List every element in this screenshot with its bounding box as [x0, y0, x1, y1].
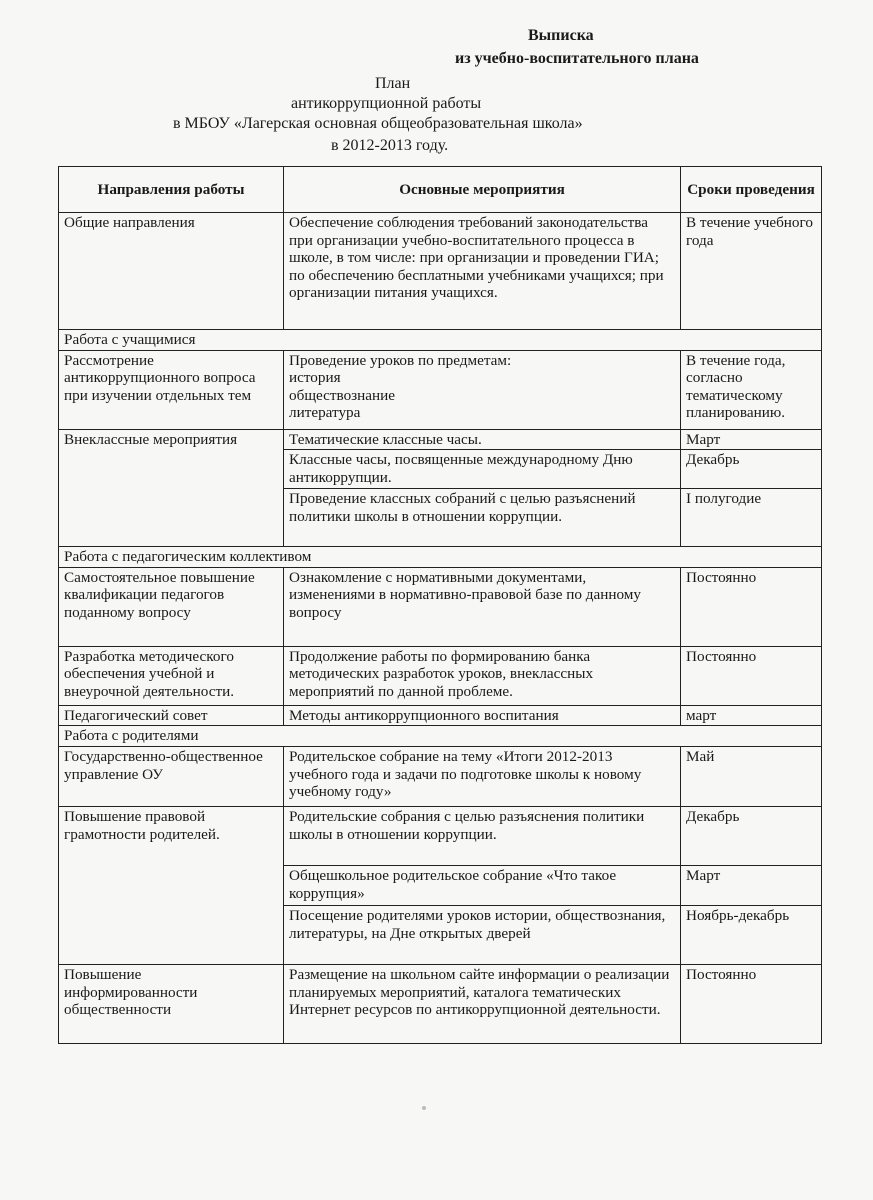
- term-cell: Декабрь: [681, 450, 822, 489]
- term-cell: I полугодие: [681, 489, 822, 547]
- activity-cell: Проведение классных собраний с целью разъяснений политики школы в отношении коррупции.: [284, 489, 681, 547]
- scan-speck: [422, 1106, 426, 1110]
- activity-cell: Посещение родителями уроков истории, обществознания, литературы, на Дне открытых дверей: [284, 905, 681, 964]
- plan-title: План: [375, 75, 411, 92]
- section-title-parents: Работа с родителями: [59, 726, 822, 747]
- section-row: [59, 330, 822, 351]
- direction-cell: Повышение информированности общественности: [59, 964, 284, 1043]
- table-row: [59, 646, 822, 705]
- term-cell: Май: [681, 746, 822, 806]
- direction-cell: Самостоятельное повышение квалификации педагогов поданному вопросу: [59, 567, 284, 646]
- term-cell: В течение года, согласно тематическому планированию.: [681, 350, 822, 429]
- term-cell: Постоянно: [681, 567, 822, 646]
- term-cell: В течение учебного года: [681, 213, 822, 330]
- column-header-activities: Основные мероприятия: [284, 167, 681, 213]
- plan-table: [58, 166, 822, 1044]
- activity-cell: Продолжение работы по формированию банка методических разработок уроков, внеклассных мероприятий по данной проблеме.: [284, 646, 681, 705]
- table-row: [59, 350, 822, 429]
- activity-cell: Размещение на школьном сайте информации о реализации планируемых мероприятий, каталога тематических Интернет ресурсов по антикоррупционной деятельности.: [284, 964, 681, 1043]
- activity-cell: Обеспечение соблюдения требований законодательства при организации учебно-воспитательного процесса в школе, в том числе: при организации и проведении ГИА; по обеспечению бесплатными учебниками учащихся; при организации питания учащихся.: [284, 213, 681, 330]
- plan-subject: антикоррупционной работы: [291, 95, 482, 112]
- activity-cell: Родительские собрания с целью разъяснения политики школы в отношении коррупции.: [284, 806, 681, 865]
- term-cell: Март: [681, 865, 822, 905]
- column-header-terms: Сроки проведения: [681, 167, 822, 213]
- table-row: [59, 746, 822, 806]
- section-title-students: Работа с учащимися: [59, 330, 822, 351]
- direction-cell: Педагогический совет: [59, 705, 284, 726]
- term-cell: Декабрь: [681, 806, 822, 865]
- activity-cell: Тематические классные часы.: [284, 429, 681, 450]
- section-title-staff: Работа с педагогическим коллективом: [59, 547, 822, 568]
- direction-cell: Рассмотрение антикоррупционного вопроса при изучении отдельных тем: [59, 350, 284, 429]
- activity-cell: Методы антикоррупционного воспитания: [284, 705, 681, 726]
- term-cell: Март: [681, 429, 822, 450]
- activity-cell: Проведение уроков по предметам: история обществознание литература: [284, 350, 681, 429]
- plan-year: в 2012-2013 году.: [331, 137, 449, 154]
- activity-cell: Родительское собрание на тему «Итоги 2012-2013 учебного года и задачи по подготовке школы к новому учебному году»: [284, 746, 681, 806]
- table-row: [59, 806, 822, 865]
- table-row: [59, 429, 822, 450]
- section-row: [59, 726, 822, 747]
- direction-cell: Внеклассные мероприятия: [59, 429, 284, 547]
- plan-school: в МБОУ «Лагерская основная общеобразовательная школа»: [173, 115, 583, 132]
- table-header-row: [59, 167, 822, 213]
- table-row: [59, 567, 822, 646]
- direction-cell: Государственно-общественное управление ОУ: [59, 746, 284, 806]
- table-row: [59, 705, 822, 726]
- table-row: [59, 213, 822, 330]
- section-row: [59, 547, 822, 568]
- extract-subtitle: из учебно-воспитательного плана: [455, 50, 699, 67]
- activity-cell: Общешкольное родительское собрание «Что такое коррупция»: [284, 865, 681, 905]
- term-cell: март: [681, 705, 822, 726]
- extract-title: Выписка: [528, 27, 594, 44]
- activity-cell: Ознакомление с нормативными документами, изменениями в нормативно-правовой базе по данному вопросу: [284, 567, 681, 646]
- direction-cell: Общие направления: [59, 213, 284, 330]
- activity-cell: Классные часы, посвященные международному Дню антикоррупции.: [284, 450, 681, 489]
- table-row: [59, 964, 822, 1043]
- direction-cell: Разработка методического обеспечения учебной и внеурочной деятельности.: [59, 646, 284, 705]
- column-header-direction: Направления работы: [59, 167, 284, 213]
- term-cell: Постоянно: [681, 646, 822, 705]
- term-cell: Ноябрь-декабрь: [681, 905, 822, 964]
- term-cell: Постоянно: [681, 964, 822, 1043]
- direction-cell: Повышение правовой грамотности родителей.: [59, 806, 284, 964]
